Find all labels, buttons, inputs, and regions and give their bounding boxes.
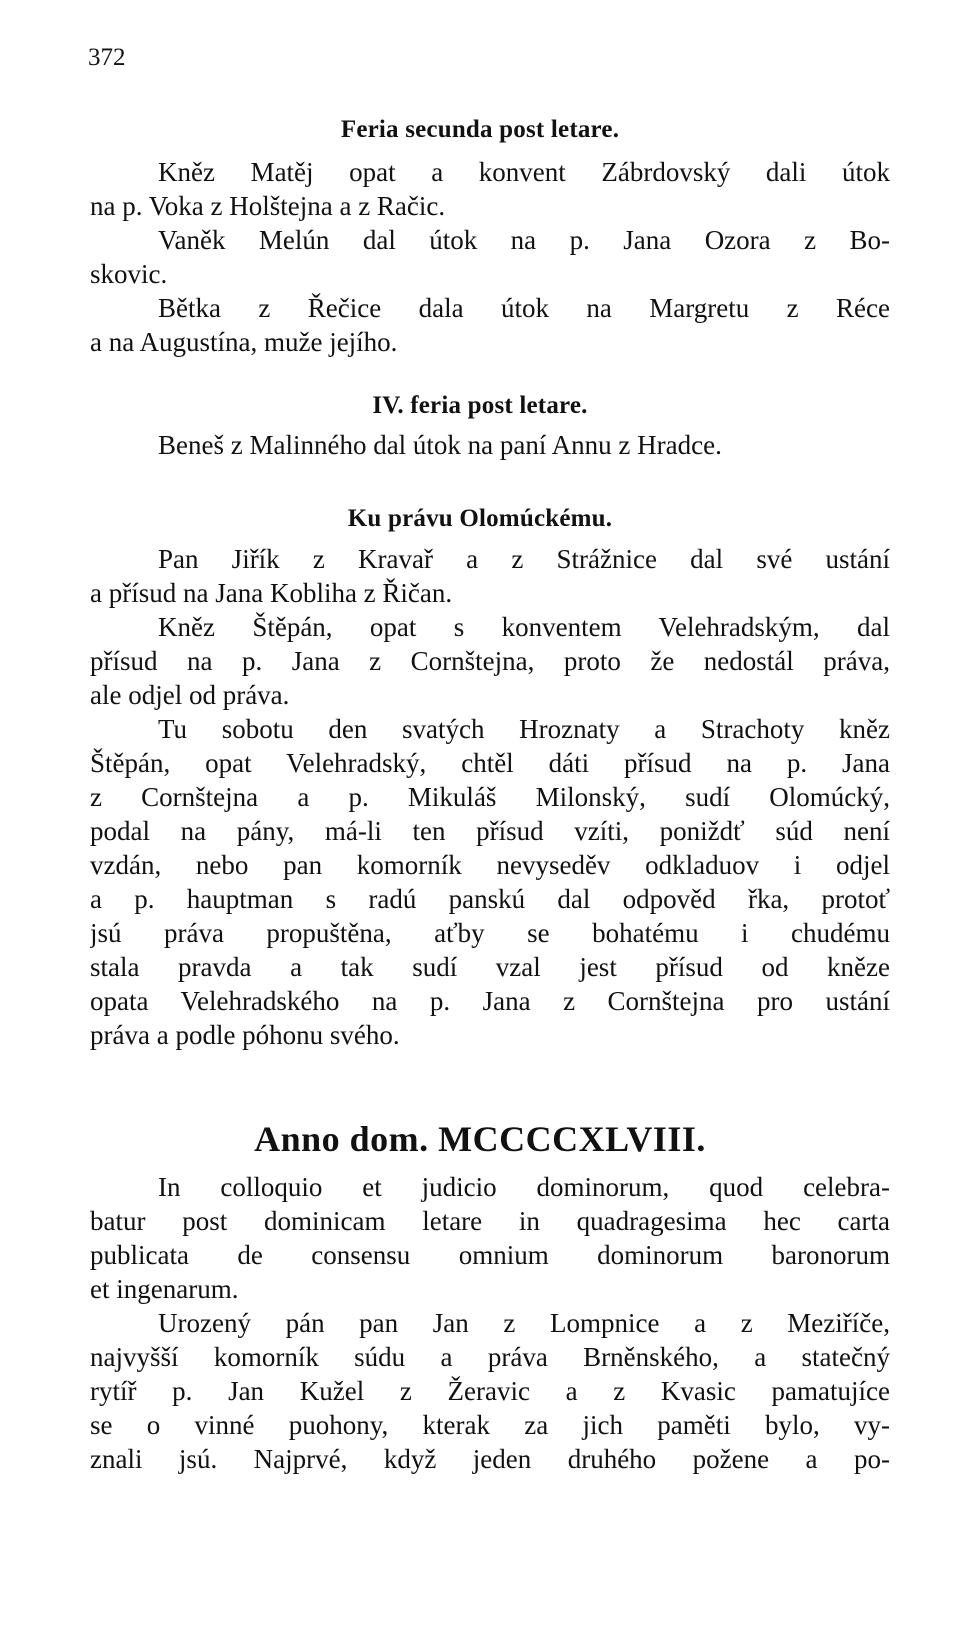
text-line: Štěpán, opat Velehradský, chtěl dáti přísud na p. Jana — [90, 748, 890, 778]
text-line: najvyšší komorník súdu a práva Brněnského, a statečný — [90, 1342, 890, 1372]
text-line: opata Velehradského na p. Jana z Cornštejna pro ustání — [90, 986, 890, 1016]
paragraph-4 — [90, 428, 890, 462]
paragraph-1 — [90, 155, 890, 223]
page-number: 372 — [88, 44, 126, 71]
text-line: z Cornštejna a p. Mikuláš Milonský, sudí Olomúcký, — [90, 782, 890, 812]
text-line: přísud na p. Jana z Cornštejna, proto že nedostál práva, — [90, 646, 890, 676]
text-line: batur post dominicam letare in quadragesima hec carta — [90, 1206, 890, 1236]
heading-ku-pravu: Ku právu Olomúckému. — [347, 505, 613, 532]
text-line: Kněz Štěpán, opat s konventem Velehradským, dal — [158, 612, 890, 642]
text-line: publicata de consensu omnium dominorum baronorum — [90, 1240, 890, 1270]
text-line: Pan Jiřík z Kravař a z Strážnice dal své ustání — [158, 544, 890, 574]
text-line: In colloquio et judicio dominorum, quod celebra- — [158, 1172, 890, 1202]
text-line: skovic. — [90, 259, 168, 289]
text-line: ale odjel od práva. — [90, 680, 290, 710]
paragraph-3 — [90, 291, 890, 359]
text-line: práva a podle póhonu svého. — [90, 1020, 400, 1050]
text-line: vzdán, nebo pan komorník nevyseděv odkladuov i odjel — [90, 850, 890, 880]
text-line: rytíř p. Jan Kužel z Žeravic a z Kvasic pamatujíce — [90, 1376, 890, 1406]
text-line: Kněz Matěj opat a konvent Zábrdovský dali útok — [158, 157, 890, 187]
text-line: jsú práva propuštěna, aťby se bohatému i chudému — [90, 918, 890, 948]
text-line: a na Augustína, muže jejího. — [90, 327, 398, 357]
heading-iv-feria: IV. feria post letare. — [372, 392, 588, 419]
paragraph-9 — [90, 1306, 890, 1476]
heading-feria-secunda: Feria secunda post letare. — [340, 116, 620, 143]
text-line: a p. hauptman s radú panskú dal odpověd řka, protoť — [90, 884, 890, 914]
text-line: Vaněk Melún dal útok na p. Jana Ozora z Bo- — [158, 225, 890, 255]
text-line: Urozený pán pan Jan z Lompnice a z Meziříče, — [158, 1308, 890, 1338]
paragraph-5 — [90, 542, 890, 610]
paragraph-6 — [90, 610, 890, 712]
text-line: znali jsú. Najprvé, když jeden druhého požene a po- — [90, 1444, 890, 1474]
text-line: podal na pány, má-li ten přísud vzíti, poniždť súd není — [90, 816, 890, 846]
text-line: Beneš z Malinného dal útok na paní Annu z Hradce. — [158, 430, 722, 460]
text-line: Tu sobotu den svatých Hroznaty a Strachoty kněz — [158, 714, 890, 744]
text-line: stala pravda a tak sudí vzal jest přísud od kněze — [90, 952, 890, 982]
paragraph-2 — [90, 223, 890, 291]
paragraph-7 — [90, 712, 890, 1052]
text-line: se o vinné puohony, kterak za jich paměti bylo, vy- — [90, 1410, 890, 1440]
text-line: et ingenarum. — [90, 1274, 239, 1304]
text-line: na p. Voka z Holštejna a z Račic. — [90, 191, 446, 221]
text-line: a přísud na Jana Kobliha z Řičan. — [90, 578, 453, 608]
text-line: Bětka z Řečice dala útok na Margretu z Réce — [158, 293, 890, 323]
heading-anno-domini: Anno dom. MCCCCXLVIII. — [254, 1119, 706, 1159]
paragraph-8 — [90, 1170, 890, 1306]
